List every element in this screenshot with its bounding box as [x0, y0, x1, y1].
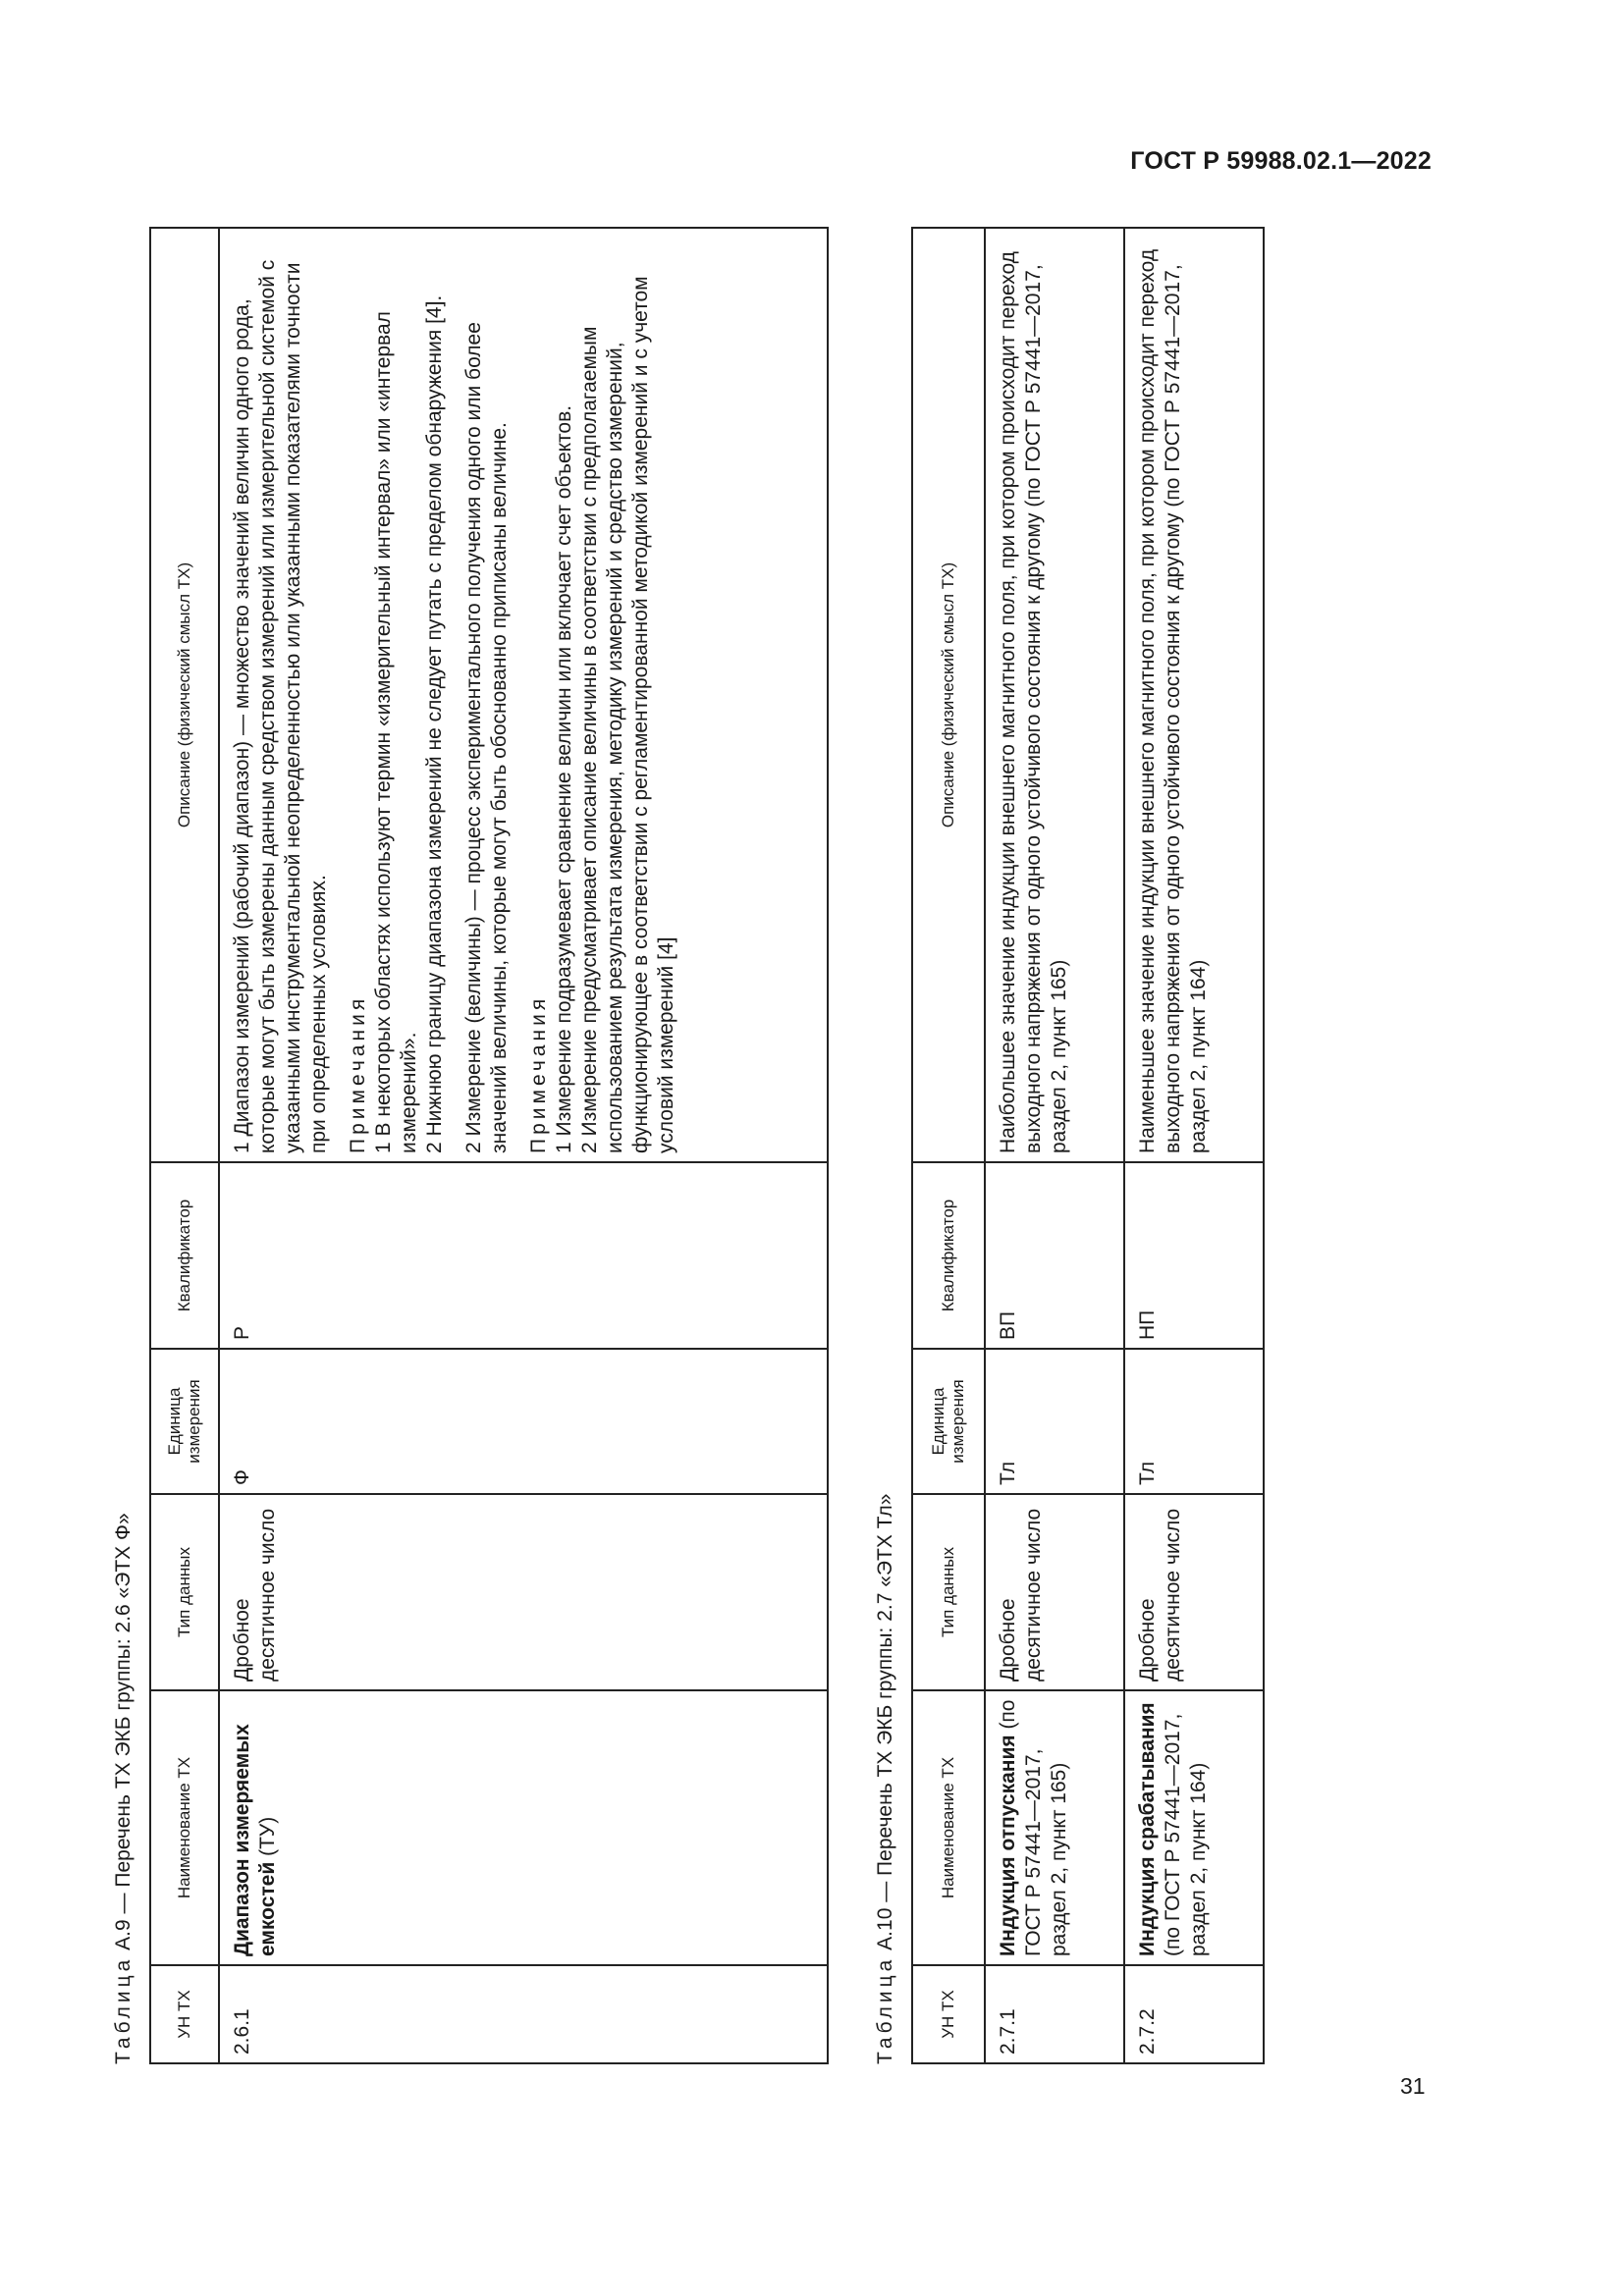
cell-un: 2.7.1 [985, 1965, 1124, 2063]
cell-description: Наименьшее значение индукции внешнего магнитного поля, при котором происходит переход выходного напряжения от одного устойчивого состояния к другому (по ГОСТ Р 57441—2017, раздел 2, пункт 164) [1124, 228, 1264, 1162]
table-row [985, 228, 1124, 2063]
col-header-un: УН ТХ [912, 1965, 985, 2063]
cell-description: Наибольшее значение индукции внешнего магнитного поля, при котором происходит переход выходного напряжения от одного устойчивого состояния к другому (по ГОСТ Р 57441—2017, раздел 2, пункт 165) [985, 228, 1124, 1162]
table-header-row [150, 228, 219, 2063]
desc-paragraph-2: 2 Измерение (величины) — процесс экспериментального получения одного или более значений величины, которые могут быть обоснованно приписаны величине. [462, 322, 511, 1153]
name-rest: (ТУ) [256, 1816, 279, 1862]
table-header-row [912, 228, 985, 2063]
table-a10-caption [872, 229, 911, 2064]
cell-unit: Тл [985, 1349, 1124, 1494]
caption-prefix: Таблица [112, 1955, 135, 2064]
col-header-qualifier: Квалификатор [912, 1162, 985, 1349]
note-item: 2 Нижнюю границу диапазона измерений не следует путать с пределом обнаружения [4]. [423, 294, 446, 1153]
table-a10-block [872, 229, 1265, 2064]
table-a10 [911, 227, 1265, 2064]
name-bold: Индукция отпускания [997, 1735, 1019, 1956]
name-bold: Диапазон измеряемых емкостей [231, 1724, 279, 1956]
cell-description [219, 228, 828, 1162]
name-rest: (по ГОСТ Р 57441—2017, раздел 2, пункт 164) [1162, 1713, 1210, 1956]
col-header-description: Описание (физический смысл ТХ) [912, 228, 985, 1162]
cell-name [219, 1690, 828, 1965]
col-header-qualifier: Квалификатор [150, 1162, 219, 1349]
cell-qualifier: НП [1124, 1162, 1264, 1349]
caption-text: А.10 — Перечень ТХ ЭКБ группы: 2.7 «ЭТХ Тл» [874, 1493, 896, 1956]
notes-heading: Примечания [527, 994, 550, 1153]
note-item: 1 В некоторых областях используют термин «измерительный интервал» или «интервал измерений». [372, 311, 420, 1153]
caption-prefix: Таблица [874, 1955, 896, 2064]
name-rest: (по ГОСТ Р 57441—2017, раздел 2, пункт 165) [997, 1699, 1070, 1956]
cell-un: 2.7.2 [1124, 1965, 1264, 2063]
notes-block-2 [526, 237, 679, 1153]
name-bold: Индукция срабатывания [1136, 1702, 1159, 1956]
notes-block-1 [346, 237, 448, 1153]
col-header-type: Тип данных [912, 1494, 985, 1690]
cell-name [985, 1690, 1124, 1965]
document-code: ГОСТ Р 59988.02.1—2022 [1130, 147, 1432, 175]
col-header-description: Описание (физический смысл ТХ) [150, 228, 219, 1162]
page-number: 31 [1400, 2073, 1426, 2099]
cell-name [1124, 1690, 1264, 1965]
table-a9-caption [110, 229, 149, 2064]
col-header-un: УН ТХ [150, 1965, 219, 2063]
cell-un: 2.6.1 [219, 1965, 828, 2063]
cell-qualifier: ВП [985, 1162, 1124, 1349]
col-header-unit: Единица измерения [912, 1349, 985, 1494]
cell-qualifier: Р [219, 1162, 828, 1349]
table-row [219, 228, 828, 2063]
table-a9 [149, 227, 829, 2064]
table-a9-block [110, 229, 827, 2064]
col-header-unit: Единица измерения [150, 1349, 219, 1494]
cell-unit: Ф [219, 1349, 828, 1494]
col-header-name: Наименование ТХ [912, 1690, 985, 1965]
cell-type: Дробное десятичное число [1124, 1494, 1264, 1690]
caption-text: А.9 — Перечень ТХ ЭКБ группы: 2.6 «ЭТХ Ф» [112, 1513, 135, 1956]
note-item: 2 Измерение предусматривает описание величины в соответствии с предполагаемым использованием результата измерения, методику измерений и средство измерений, функционирующее в соответствии с регламентированной методикой измерений и с учетом условий измерений [4] [578, 276, 677, 1153]
desc-paragraph-1: 1 Диапазон измерений (рабочий диапазон) — множество значений величин одного рода, которые могут быть измерены данным средством измерений или измерительной системой с указанными инструментальной неопределенностью или указанными показателями точности при определенных условиях. [231, 259, 330, 1153]
cell-unit: Тл [1124, 1349, 1264, 1494]
note-item: 1 Измерение подразумевает сравнение величин или включает счет объектов. [553, 404, 575, 1153]
notes-heading: Примечания [347, 994, 369, 1153]
col-header-type: Тип данных [150, 1494, 219, 1690]
table-row [1124, 228, 1264, 2063]
cell-type: Дробное десятичное число [219, 1494, 828, 1690]
cell-type: Дробное десятичное число [985, 1494, 1124, 1690]
col-header-name: Наименование ТХ [150, 1690, 219, 1965]
